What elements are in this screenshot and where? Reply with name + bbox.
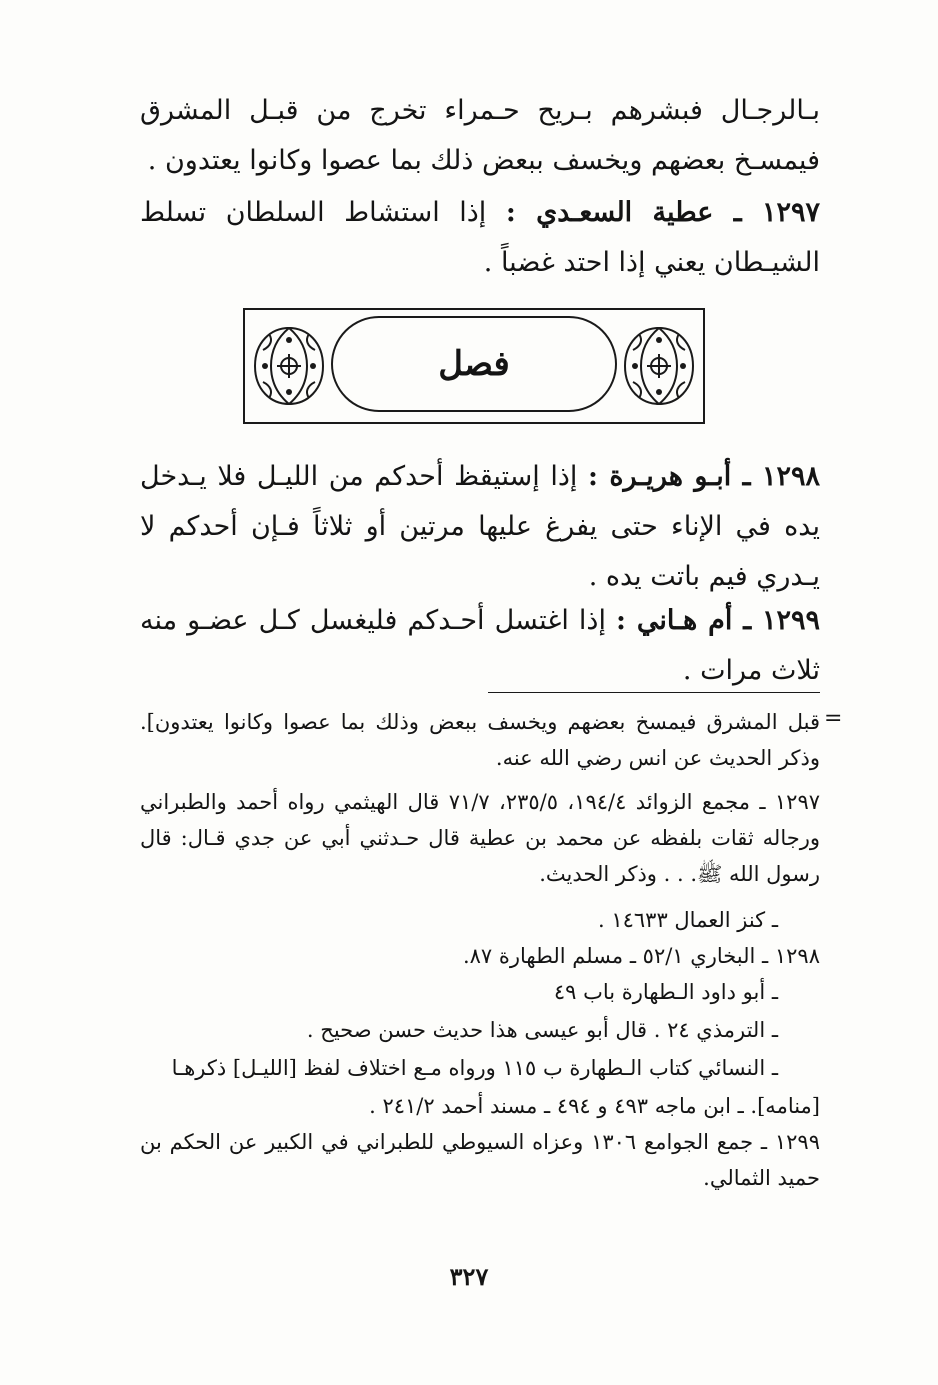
footnote-kanz: ـ كنز العمال ١٤٦٣٣ .	[597, 908, 778, 932]
page-number: ٣٢٧	[449, 1262, 489, 1291]
paragraph-continuation	[140, 86, 820, 186]
paragraph-1297	[140, 188, 820, 288]
ornament-right-icon	[619, 320, 699, 412]
footnote-abu-dawud: ـ أبو داود الـطهارة باب ٤٩	[553, 980, 778, 1004]
footnote-continuation	[140, 704, 820, 776]
footnote-ibn-majah: [منامه]. ـ ابن ماجه ٤٩٣ و ٤٩٤ ـ مسند أحمد ٢٤١/٢ .	[369, 1094, 820, 1118]
hadith-text: إذا إستيقظ أحدكم من الليـل فلا يـدخل يده في الإناء حتى يفرغ عليها مرتين أو ثلاثاً فـإن أحدكم لا يـدري فيم باتت يده .	[140, 461, 820, 592]
footnote-tirmidhi: ـ الترمذي ٢٤ . قال أبو عيسى هذا حديث حسن صحيح .	[306, 1018, 778, 1042]
section-title: فصل	[438, 344, 510, 384]
hadith-number-narrator: ١٢٩٧ ـ عطية السعـدي :	[505, 197, 820, 228]
footnote-1298-bukhari: ١٢٩٨ ـ البخاري ٥٢/١ ـ مسلم الطهارة ٨٧.	[462, 944, 820, 968]
hadith-number-narrator: ١٢٩٨ ـ أبـو هريـرة :	[587, 461, 820, 492]
section-title-frame	[243, 308, 705, 424]
footnote-1299	[140, 1124, 820, 1196]
footnote-text: ١٢٩٧ ـ مجمع الزوائد ١٩٤/٤، ٢٣٥/٥، ٧١/٧ قال الهيثمي رواه أحمد والطبراني ورجاله ثقات بلفظه عن محمد بن عطية قال حـدثني أبي عن جدي قـال: قال رسول الله ﷺ. . . وذكر الحديث.	[140, 790, 821, 886]
footnote-1297	[140, 784, 820, 892]
footnote-continuation-mark: =	[824, 706, 843, 731]
section-title-cartouche	[331, 316, 617, 412]
hadith-text: إذا اغتسل أحـدكم فليغسل كـل عضـو منه ثلاث مرات .	[140, 605, 820, 686]
footnote-nasai: ـ النسائي كتاب الـطهارة ب ١١٥ ورواه مـع اختلاف لفظ [الليـل] ذكرهـا	[171, 1056, 778, 1080]
paragraph-text: بـالرجـال فبشرهم بـريح حـمراء تخرج من قبـل المشرق فيمسـخ بعضهم ويخسف ببعض ذلك بما عصوا وكانوا يعتدون .	[140, 95, 820, 176]
footnote-text: ١٢٩٩ ـ جمع الجوامع ١٣٠٦ وعزاه السيوطي للطبراني في الكبير عن الحكم بن حميد الثمالي.	[140, 1130, 820, 1190]
footnote-text: قبل المشرق فيمسخ بعضهم ويخسف ببعض وذلك بما عصوا وكانوا يعتدون]. وذكر الحديث عن انس رضي الله عنه.	[140, 710, 820, 770]
footnote-separator	[488, 692, 820, 693]
ornament-left-icon	[249, 320, 329, 412]
hadith-number-narrator: ١٢٩٩ ـ أم هـاني :	[616, 605, 821, 636]
paragraph-1298	[140, 452, 820, 602]
hadith-text: إذا استشاط السلطان تسلط الشيـطان يعني إذا احتد غضباً .	[140, 197, 820, 278]
paragraph-1299	[140, 596, 820, 696]
